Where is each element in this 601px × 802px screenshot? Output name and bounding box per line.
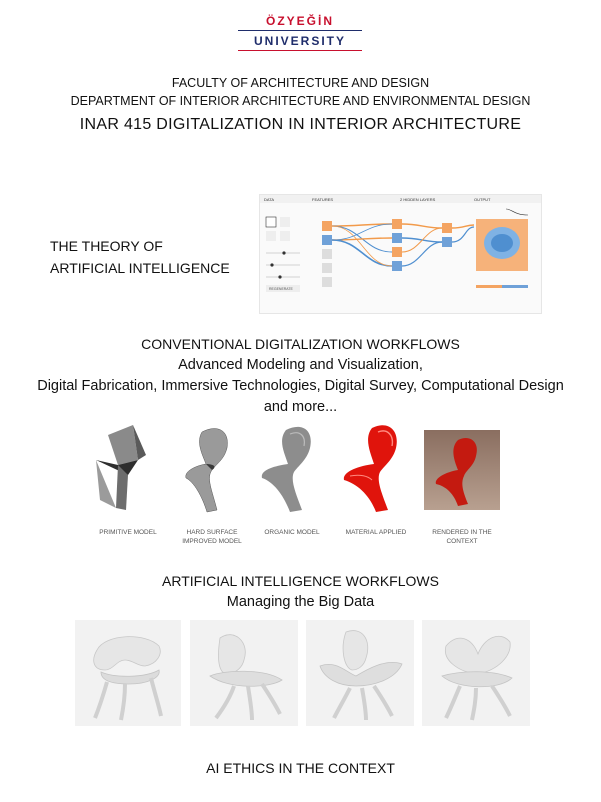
department-title: DEPARTMENT OF INTERIOR ARCHITECTURE AND ENVIRONMENTAL DESIGN (70, 94, 531, 108)
rendered-context-image (424, 430, 500, 510)
university-logo (236, 14, 364, 54)
logo-bottom-text: UNIVERSITY (253, 34, 346, 48)
caption-hard-surface-line2: IMPROVED MODEL (182, 538, 242, 545)
faculty-title: FACULTY OF ARCHITECTURE AND DESIGN (171, 76, 430, 90)
caption-material (336, 528, 416, 537)
conventional-line3: and more... (263, 399, 338, 415)
caption-organic (252, 528, 332, 537)
material-applied-image (336, 420, 416, 520)
ai-chair-image-2 (190, 620, 298, 726)
ai-chair-image-4 (422, 620, 530, 726)
ai-subheading: Managing the Big Data (226, 594, 375, 610)
caption-rendered-line1: RENDERED IN THE (432, 529, 492, 536)
caption-primitive-line1: PRIMITIVE MODEL (99, 529, 157, 536)
organic-model-image (252, 420, 332, 520)
caption-hard-surface (172, 528, 252, 546)
logo-top-text: ÖZYEĞİN (265, 14, 334, 28)
conventional-heading: CONVENTIONAL DIGITALIZATION WORKFLOWS (141, 336, 460, 352)
conventional-line2: Digital Fabrication, Immersive Technologies, Digital Survey, Computational Design (37, 378, 564, 394)
caption-rendered-line2: CONTEXT (446, 538, 478, 545)
neural-network-playground-image (259, 194, 542, 314)
playground-diagram (260, 195, 541, 313)
logo-divider (238, 30, 362, 31)
pg-hidden-label: 2 HIDDEN LAYERS (400, 197, 436, 202)
pg-data-label: DATA (264, 197, 275, 202)
conventional-line1: Advanced Modeling and Visualization, (178, 357, 423, 373)
ai-heading: ARTIFICIAL INTELLIGENCE WORKFLOWS (162, 573, 439, 589)
ai-chair-image-3 (306, 620, 414, 726)
logo-underline (238, 50, 362, 51)
caption-hard-surface-line1: HARD SURFACE (186, 529, 238, 536)
ai-chair-image-1 (75, 620, 181, 726)
pg-features-label: FEATURES (312, 197, 334, 202)
hard-surface-model-image (172, 420, 252, 520)
pg-regenerate: REGENERATE (269, 287, 293, 291)
caption-rendered (422, 528, 502, 546)
caption-organic-line1: ORGANIC MODEL (264, 529, 320, 536)
pg-output-label: OUTPUT (474, 197, 491, 202)
course-title: INAR 415 DIGITALIZATION IN INTERIOR ARCHITECTURE (79, 116, 522, 133)
caption-material-line1: MATERIAL APPLIED (345, 529, 407, 536)
theory-line2: ARTIFICIAL INTELLIGENCE (50, 260, 230, 276)
primitive-model-image (88, 420, 168, 520)
caption-primitive (88, 528, 168, 537)
ethics-heading: AI ETHICS IN THE CONTEXT (206, 760, 395, 776)
theory-line1: THE THEORY OF (50, 238, 163, 254)
